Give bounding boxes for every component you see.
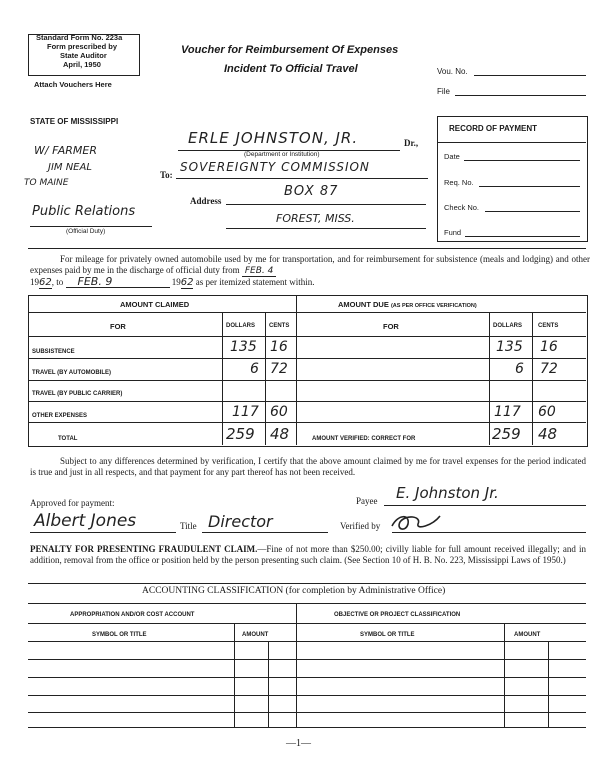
accounting-bottom-rule: [28, 727, 586, 728]
claimed-other-dollars: 117: [232, 404, 259, 420]
right-symbol-label: SYMBOL OR TITLE: [360, 632, 415, 638]
table-subheader-rule: [28, 336, 586, 337]
form-number-line-3: State Auditor: [60, 51, 107, 60]
row-label-total: TOTAL: [58, 436, 78, 442]
due-other-cents: 60: [538, 404, 556, 420]
record-fund-line[interactable]: [465, 236, 580, 237]
left-amount-split: [268, 641, 269, 727]
row-label-travel-auto: TRAVEL (BY AUTOMOBILE): [32, 370, 112, 376]
row-label-subsistence: SUBSISTENCE: [32, 349, 75, 355]
to-label: To:: [160, 170, 173, 180]
amount-due-header: [338, 300, 477, 309]
intro-top-rule: [28, 248, 586, 249]
address-city: FOREST, MISS.: [276, 212, 355, 225]
record-of-payment-title: RECORD OF PAYMENT: [449, 124, 538, 133]
address-label: Address: [190, 196, 222, 206]
record-check-line[interactable]: [485, 211, 580, 212]
appropriation-header: APPROPRIATION AND/OR COST ACCOUNT: [70, 612, 195, 618]
penalty-text: —Fine of not more than $250.00; civilly liable for full amount received illegally; and in addition, removal from the office or position held by the person presenting such claim. (See Section 10 of H. B. No. 223, Mississippi Laws of 1950.): [30, 544, 586, 565]
title-value: Director: [208, 512, 273, 531]
form-title-line-1: Voucher for Reimbursement Of Expenses: [181, 44, 399, 56]
accounting-middle-divider: [296, 603, 297, 727]
record-box-divider: [437, 142, 586, 143]
page-number: —1—: [286, 738, 311, 749]
objective-header: OBJECTIVE OR PROJECT CLASSIFICATION: [334, 612, 461, 618]
approver-signature: Albert Jones: [34, 511, 137, 531]
claimed-travel-cents: 72: [270, 361, 288, 377]
department-line: [176, 178, 428, 179]
address-line-1: [226, 204, 426, 205]
year-from: 62: [39, 277, 52, 288]
due-cents-label: CENTS: [538, 323, 559, 329]
title-label: Title: [180, 521, 197, 531]
table-header-rule: [28, 312, 586, 313]
approver-line: [30, 532, 176, 533]
to-date: FEB. 9: [66, 276, 170, 288]
accounting-title: ACCOUNTING CLASSIFICATION (for completion by Administrative Office): [142, 586, 446, 596]
row-label-travel-carrier: TRAVEL (BY PUBLIC CARRIER): [32, 391, 123, 397]
year-prefix-to: 19: [171, 277, 181, 287]
amount-due-label: AMOUNT DUE: [338, 300, 389, 309]
due-subsistence-dollars: 135: [496, 339, 523, 355]
penalty-lead: PENALTY FOR PRESENTING FRAUDULENT CLAIM.: [30, 544, 258, 554]
payee-label: Payee: [356, 496, 378, 506]
intro-text: For mileage for privately owned automobile used by me for transportation, and for reimbursement for subsistence (meals and lodging) and other expenses paid by me in the discharge of official duty from: [30, 254, 590, 275]
claimed-total-dollars: 259: [226, 425, 255, 443]
year-to: 62: [180, 277, 194, 288]
accounting-subheader-rule: [28, 641, 586, 642]
accounting-row-4[interactable]: [28, 712, 586, 713]
row-rule-3: [28, 401, 586, 402]
attach-vouchers-label: Attach Vouchers Here: [34, 80, 112, 89]
claimed-subsistence-cents: 16: [270, 339, 288, 355]
official-duty-caption: (Official Duty): [66, 228, 106, 235]
intro-tail: as per itemized statement within.: [195, 277, 315, 287]
record-check-label: Check No.: [444, 203, 480, 212]
claimed-cents-divider: [265, 312, 266, 445]
accounting-row-1[interactable]: [28, 659, 586, 660]
accounting-row-2[interactable]: [28, 677, 586, 678]
accounting-header-rule: [28, 623, 586, 624]
voucher-number-label: Vou. No.: [437, 67, 468, 76]
state-label: STATE OF MISSISSIPPI: [30, 117, 119, 126]
claimed-total-cents: 48: [270, 425, 290, 443]
travel-note-3: TO MAINE: [24, 178, 69, 188]
record-req-line[interactable]: [479, 186, 580, 187]
penalty-paragraph: [30, 544, 586, 566]
row-rule-2: [28, 380, 586, 381]
due-dollars-divider: [489, 312, 490, 445]
row-label-other: OTHER EXPENSES: [32, 413, 88, 419]
due-total-cents: 48: [538, 425, 558, 443]
claimed-travel-dollars: 6: [250, 361, 259, 377]
left-symbol-label: SYMBOL OR TITLE: [92, 632, 147, 638]
due-other-dollars: 117: [494, 404, 521, 420]
due-total-dollars: 259: [492, 425, 521, 443]
intro-from-date: FEB. 4: [242, 266, 277, 277]
verifier-initials: [388, 508, 448, 532]
department-caption: (Department or Institution): [244, 151, 320, 158]
claimed-other-cents: 60: [270, 404, 288, 420]
verified-line: [392, 532, 586, 533]
row-rule-4: [28, 422, 586, 423]
address-line-2: [226, 228, 426, 229]
due-dollars-label: DOLLARS: [493, 323, 522, 329]
department-name: SOVEREIGNTY COMMISSION: [180, 160, 370, 174]
claimant-name: ERLE JOHNSTON, JR.: [188, 129, 359, 147]
claimed-for-label: FOR: [110, 322, 126, 331]
claimed-subsistence-dollars: 135: [230, 339, 257, 355]
record-date-label: Date: [444, 152, 460, 161]
due-cents-divider: [532, 312, 533, 445]
dr-label: Dr.,: [404, 138, 419, 148]
travel-note-1: W/ FARMER: [34, 144, 98, 157]
to-word: , to: [51, 277, 64, 287]
intro-line-3: [30, 276, 314, 288]
official-duty-line: [30, 226, 152, 227]
accounting-title-rule: [28, 603, 586, 604]
row-rule-1: [28, 358, 586, 359]
file-line[interactable]: [455, 95, 586, 96]
accounting-top-rule: [28, 583, 586, 584]
title-line: [202, 532, 328, 533]
due-travel-cents: 72: [540, 361, 558, 377]
address-box: BOX 87: [284, 184, 339, 199]
form-number-line-1: Standard Form No. 223a: [36, 33, 123, 42]
claimed-cents-label: CENTS: [269, 323, 290, 329]
payee-signature: E. Johnston Jr.: [396, 484, 499, 502]
amount-claimed-header: AMOUNT CLAIMED: [120, 300, 190, 309]
amount-due-sub: (AS PER OFFICE VERIFICATION): [390, 303, 477, 309]
record-fund-label: Fund: [444, 228, 462, 237]
right-amount-label: AMOUNT: [514, 632, 541, 638]
official-duty-value: Public Relations: [32, 204, 136, 219]
accounting-row-3[interactable]: [28, 695, 586, 696]
form-number-line-2: Form prescribed by: [47, 42, 118, 51]
form-number-line-4: April, 1950: [63, 60, 101, 69]
left-amount-label: AMOUNT: [242, 632, 269, 638]
due-subsistence-cents: 16: [540, 339, 558, 355]
approved-label: Approved for payment:: [30, 498, 115, 508]
intro-paragraph: [30, 254, 590, 277]
due-travel-dollars: 6: [515, 361, 524, 377]
form-title-line-2: Incident To Official Travel: [224, 63, 358, 75]
claimed-dollars-divider: [222, 312, 223, 445]
claimed-dollars-label: DOLLARS: [226, 323, 255, 329]
verified-by-label: Verified by: [340, 521, 381, 531]
due-for-label: FOR: [383, 322, 399, 331]
amount-verified-label: AMOUNT VERIFIED: CORRECT FOR: [312, 436, 416, 442]
travel-note-2: JIM NEAL: [48, 162, 92, 173]
certification-paragraph: Subject to any differences determined by verification, I certify that the above amount claimed by me for travel expenses for the period indicated is true and just in all respects, and that payment for any part thereof has not been received.: [30, 456, 586, 477]
year-prefix-from: 19: [30, 277, 39, 287]
file-label: File: [437, 87, 450, 96]
right-amount-split: [548, 641, 549, 727]
voucher-number-line[interactable]: [474, 75, 586, 76]
record-date-line[interactable]: [464, 160, 580, 161]
payee-line: [384, 505, 586, 506]
record-req-label: Req. No.: [444, 178, 474, 187]
